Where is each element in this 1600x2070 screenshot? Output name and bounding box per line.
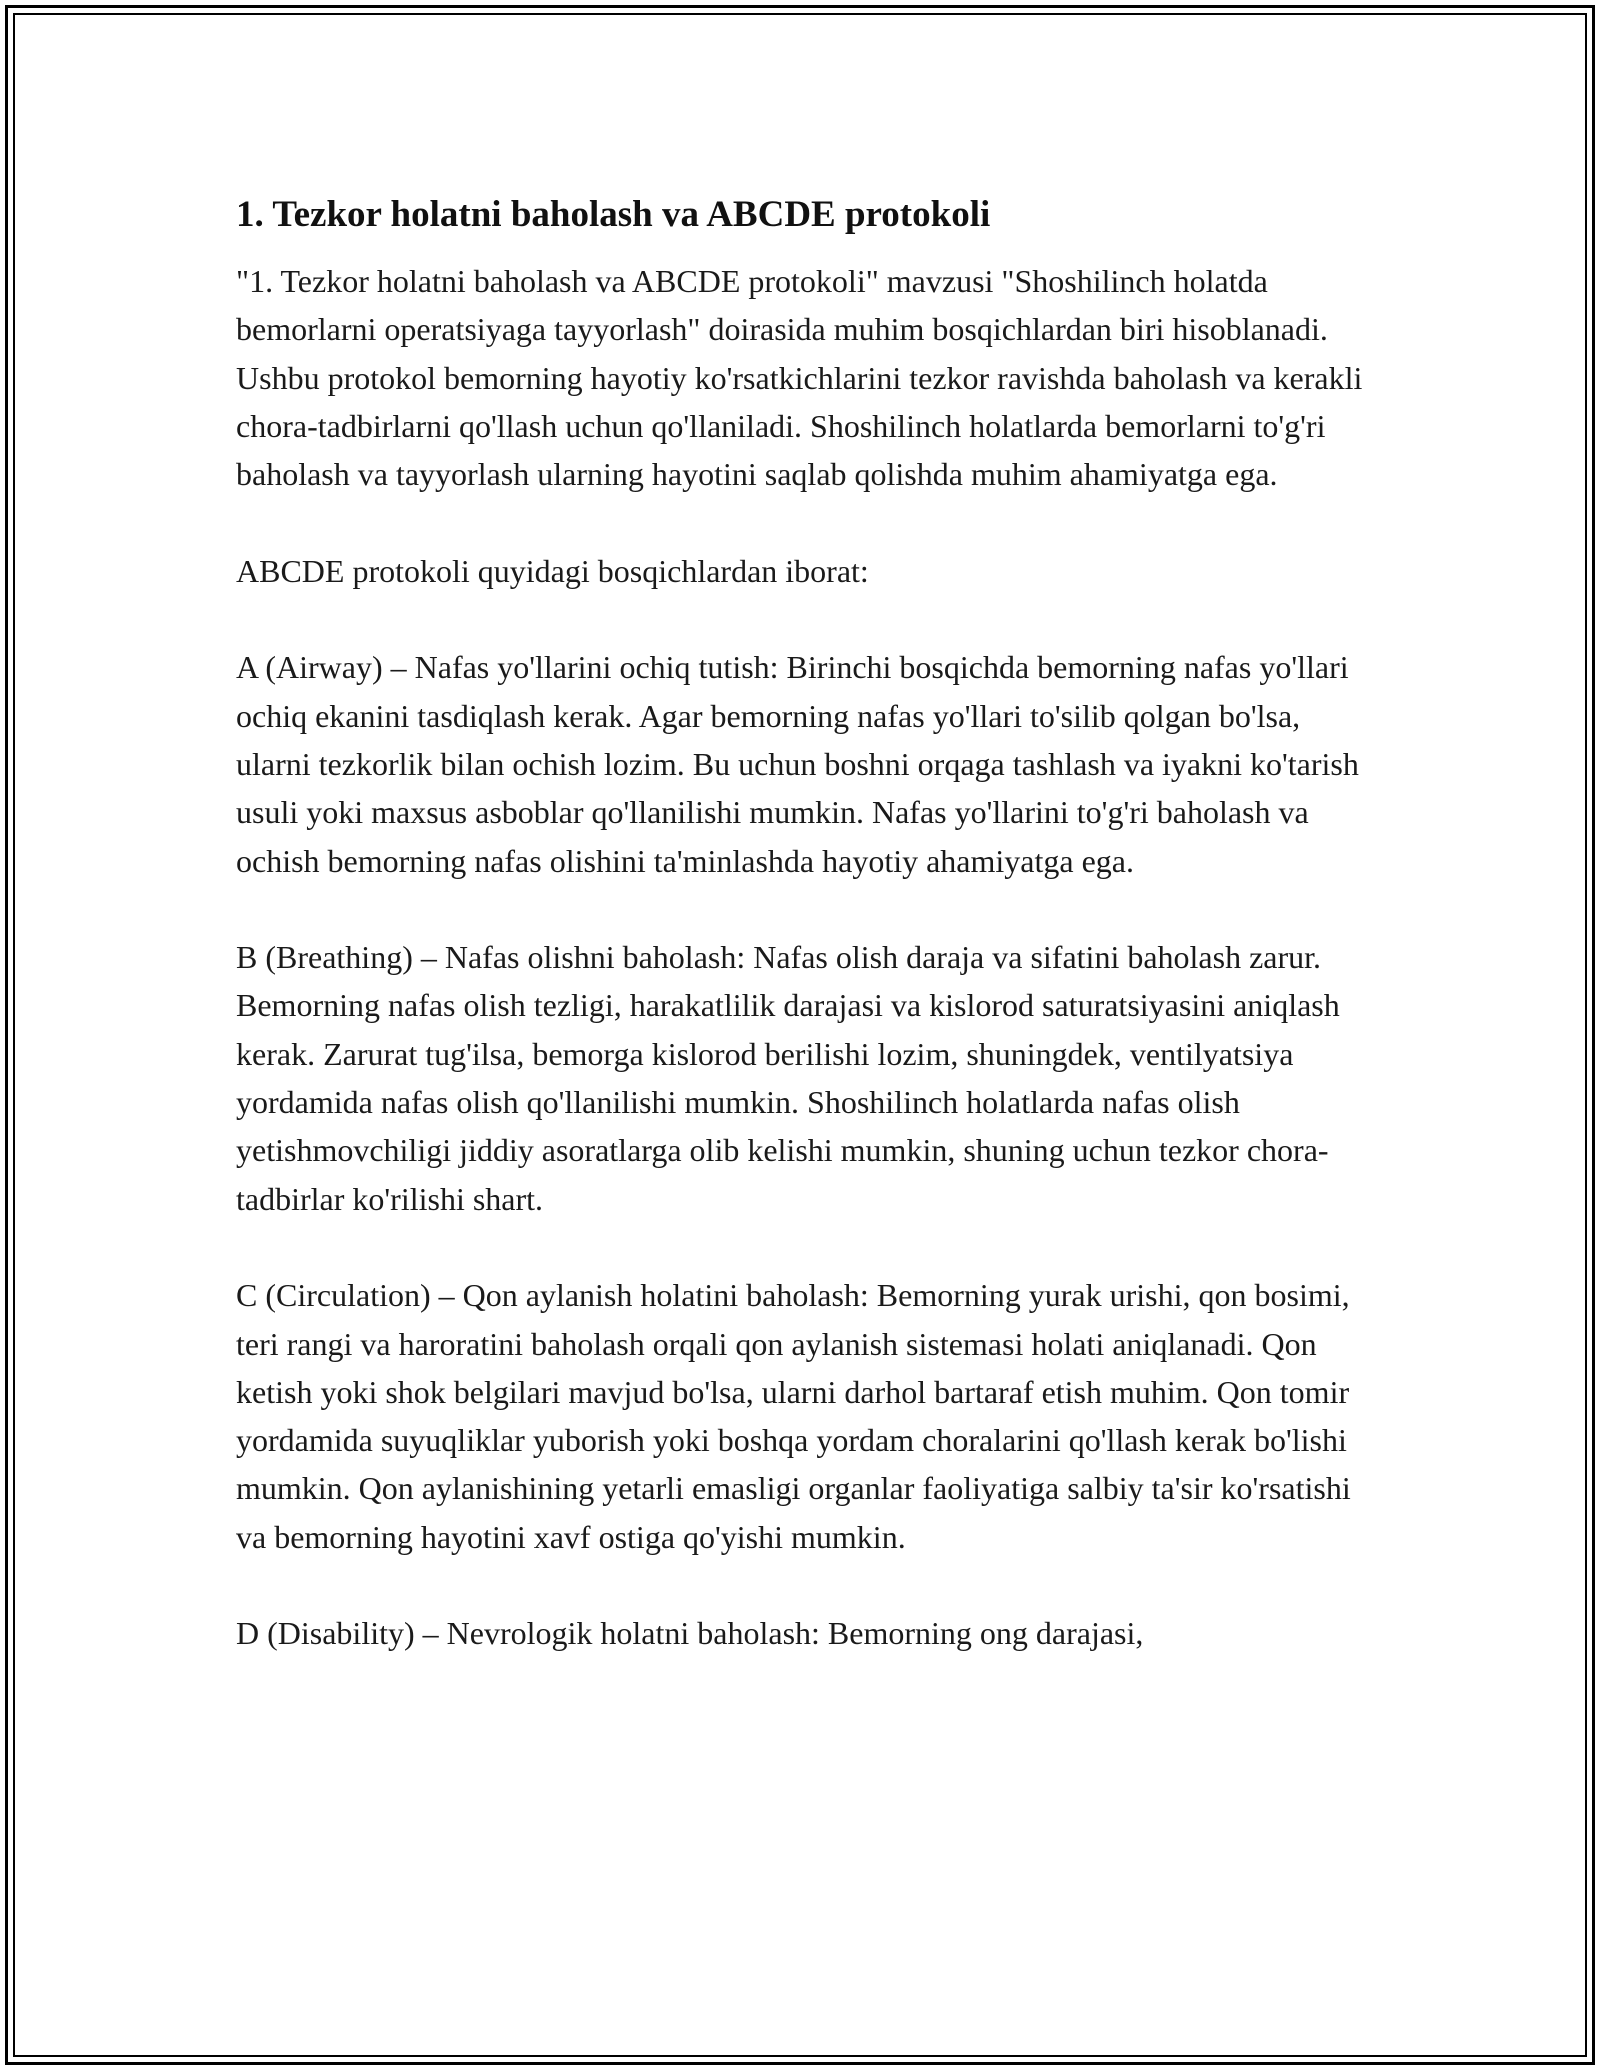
circulation-paragraph: C (Circulation) – Qon aylanish holatini baholash: Bemorning yurak urishi, qon bosimi, teri rangi va haroratini baholash orqali qon aylanish sistemasi holati aniqlanadi. Qon ketish yoki shok belgilari mavjud bo'lsa, ularni darhol bartaraf etish muhim. Qon tomir yordamida suyuqliklar yuborish yoki boshqa yordam choralarini qo'llash kerak bo'lishi mumkin. Qon aylanishining yetarli emasligi organlar faoliyatiga salbiy ta'sir ko'rsatishi va bemorning hayotini xavf ostiga qo'yishi mumkin. <box>236 1277 1351 1555</box>
breathing-paragraph: B (Breathing) – Nafas olishni baholash: Nafas olish daraja va sifatini baholash zarur. Bemorning nafas olish tezligi, harakatlilik darajasi va kislorod saturatsiyasini aniqlash kerak. Zarurat tug'ilsa, bemorga kislorod berilishi lozim, shuningdek, ventilyatsiya yordamida nafas olish qo'llanilishi mumkin. Shoshilinch holatlarda nafas olish yetishmovchiligi jiddiy asoratlarga olib kelishi mumkin, shuning uchun tezkor chora-tadbirlar ko'rilishi shart. <box>236 939 1340 1217</box>
document-body <box>236 185 1366 1706</box>
disability-paragraph: D (Disability) – Nevrologik holatni baholash: Bemorning ong darajasi, <box>236 1615 1144 1652</box>
section-heading: 1. Tezkor holatni baholash va ABCDE protokoli <box>236 194 991 235</box>
protocol-intro-paragraph: ABCDE protokoli quyidagi bosqichlardan iborat: <box>236 552 869 589</box>
airway-paragraph: A (Airway) – Nafas yo'llarini ochiq tutish: Birinchi bosqichda bemorning nafas yo'llari ochiq ekanini tasdiqlash kerak. Agar bemorning nafas yo'llari to'silib qolgan bo'lsa, ularni tezkorlik bilan ochish lozim. Bu uchun boshni orqaga tashlash va iyakni ko'tarish usuli yoki maxsus asboblar qo'llanilishi mumkin. Nafas yo'llarini to'g'ri baholash va ochish bemorning nafas olishini ta'minlashda hayotiy ahamiyatga ega. <box>236 649 1359 879</box>
intro-paragraph: "1. Tezkor holatni baholash va ABCDE protokoli" mavzusi "Shoshilinch holatda bemorlarni operatsiyaga tayyorlash" doirasida muhim bosqichlardan biri hisoblanadi. Ushbu protokol bemorning hayotiy ko'rsatkichlarini tezkor ravishda baholash va kerakli chora-tadbirlarni qo'llash uchun qo'llaniladi. Shoshilinch holatlarda bemorlarni to'g'ri baholash va tayyorlash ularning hayotini saqlab qolishda muhim ahamiyatga ega. <box>236 263 1363 493</box>
